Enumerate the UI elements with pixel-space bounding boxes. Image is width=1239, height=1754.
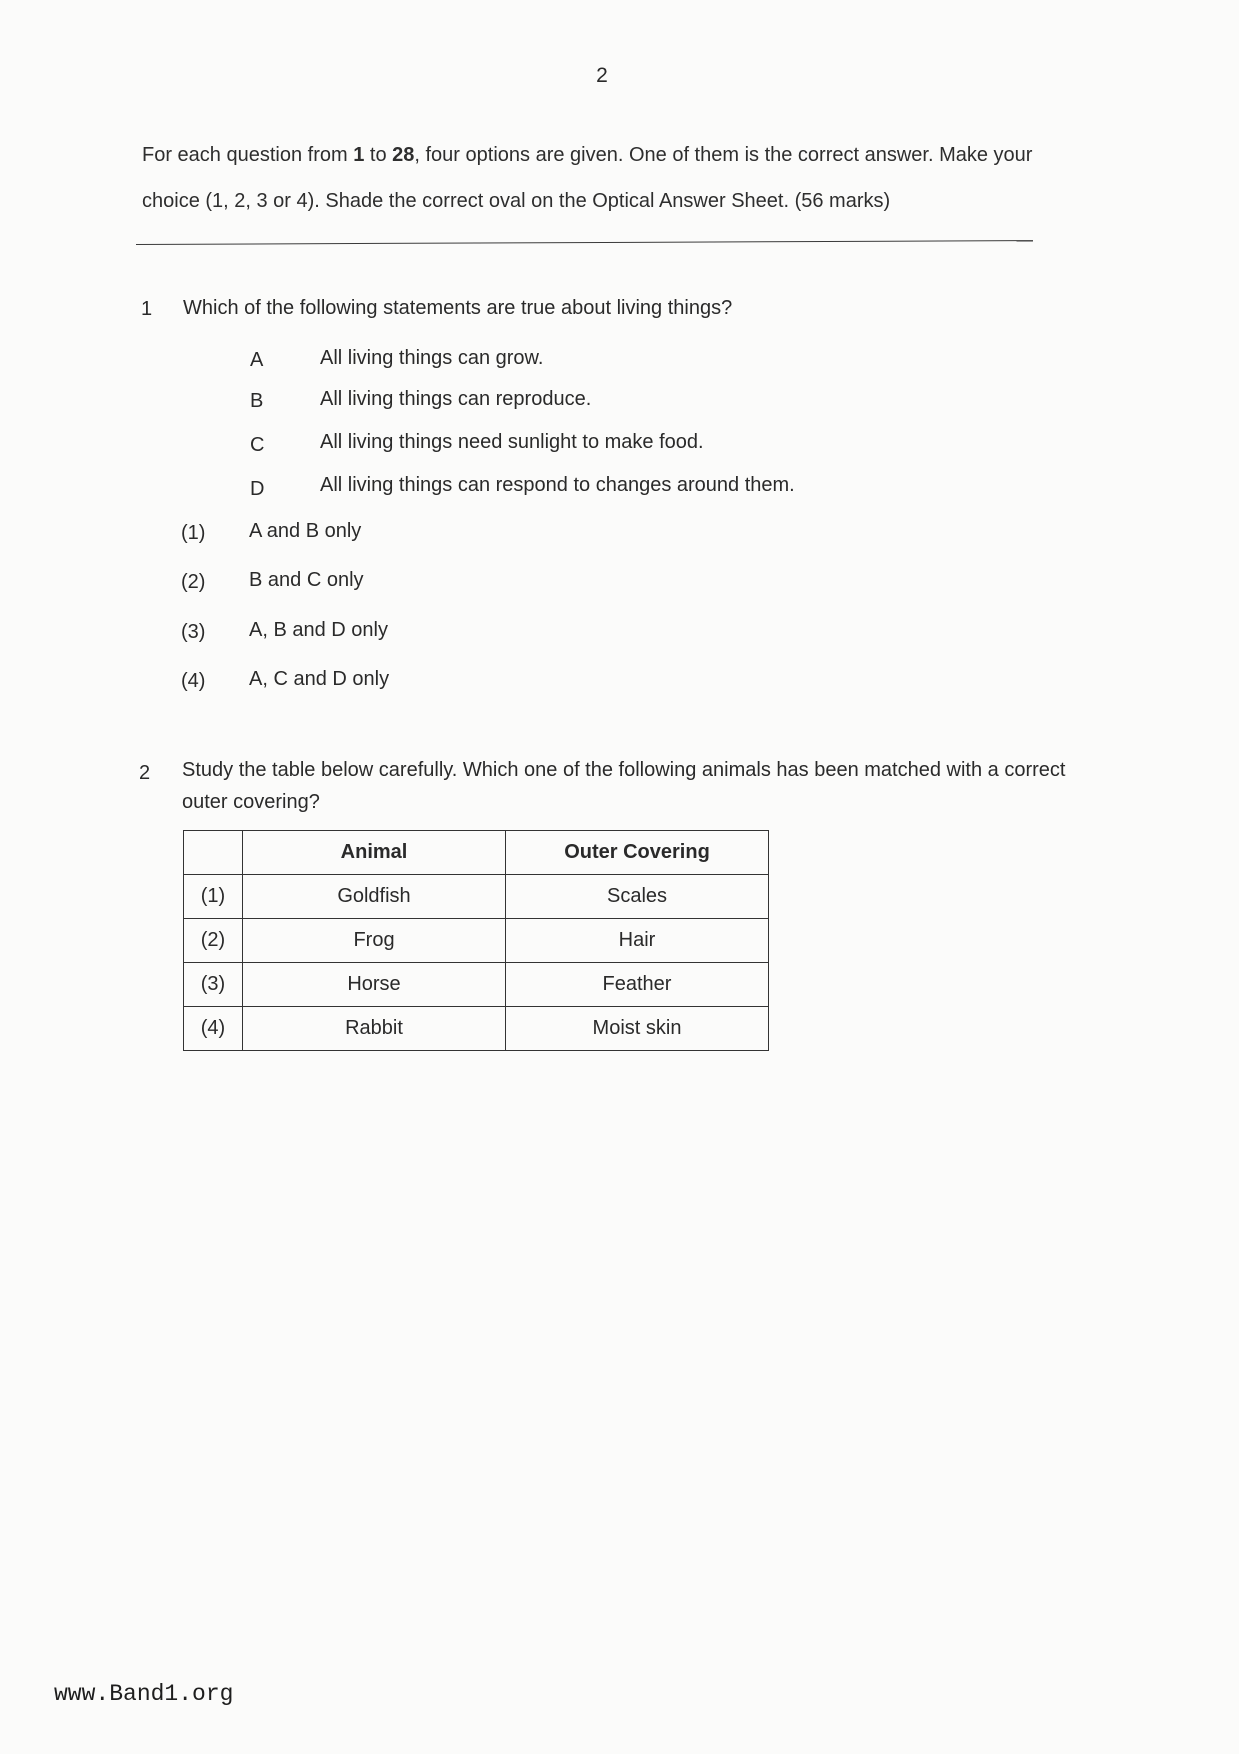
statement-text: All living things can respond to changes around them. <box>320 474 795 496</box>
table-cell: (4) <box>184 1007 243 1051</box>
question-1-number: 1 <box>141 298 153 320</box>
instructions-text-2: to <box>364 144 393 166</box>
option-number: (1) <box>181 522 206 544</box>
table-cell: (1) <box>184 875 243 919</box>
statement-letter: B <box>250 390 264 412</box>
statement-letter: C <box>250 434 265 456</box>
table-cell: Goldfish <box>243 875 506 919</box>
table-cell: Rabbit <box>243 1007 506 1051</box>
question-2-number: 2 <box>139 762 151 784</box>
table-header-cell: Outer Covering <box>506 831 769 875</box>
animal-table <box>183 830 769 1051</box>
footer-watermark: www.Band1.org <box>54 1681 234 1707</box>
statement-letter: A <box>250 349 264 371</box>
table-cell: (2) <box>184 919 243 963</box>
table-row <box>184 963 769 1007</box>
option-text: A and B only <box>249 520 362 542</box>
statement-text: All living things need sunlight to make food. <box>320 431 704 453</box>
table-header-row <box>184 831 769 875</box>
table-cell: Hair <box>506 919 769 963</box>
table-header-cell: Animal <box>243 831 506 875</box>
table-row <box>184 1007 769 1051</box>
option-number: (4) <box>181 670 206 692</box>
instructions-text-3: , four options are given. One of them is the correct answer. Make your choice (1, 2, 3 or 4). Shade the correct oval on the Optical Answer Sheet. (56 marks) <box>142 144 1033 212</box>
statement-text: All living things can reproduce. <box>320 388 592 410</box>
instructions-from: 1 <box>353 144 365 166</box>
table-cell: Scales <box>506 875 769 919</box>
table-cell: Frog <box>243 919 506 963</box>
instructions-text-1: For each question from <box>142 144 354 166</box>
statement-letter: D <box>250 478 265 500</box>
instructions-to: 28 <box>392 144 415 166</box>
question-1-text: Which of the following statements are true about living things? <box>183 297 733 319</box>
instructions <box>142 132 1082 224</box>
table-cell: (3) <box>184 963 243 1007</box>
option-text: A, C and D only <box>249 668 390 690</box>
table-cell: Horse <box>243 963 506 1007</box>
option-text: A, B and D only <box>249 619 388 641</box>
divider <box>136 240 1033 245</box>
table-cell: Feather <box>506 963 769 1007</box>
table-cell: Moist skin <box>506 1007 769 1051</box>
statement-text: All living things can grow. <box>320 347 544 369</box>
option-number: (2) <box>181 571 206 593</box>
table-row <box>184 875 769 919</box>
question-2-text: Study the table below carefully. Which one of the following animals has been matched with a correct outer covering? <box>182 759 1066 813</box>
page-number: 2 <box>596 64 608 87</box>
table-row <box>184 919 769 963</box>
option-number: (3) <box>181 621 206 643</box>
option-text: B and C only <box>249 569 364 591</box>
table-header-cell <box>184 831 243 875</box>
